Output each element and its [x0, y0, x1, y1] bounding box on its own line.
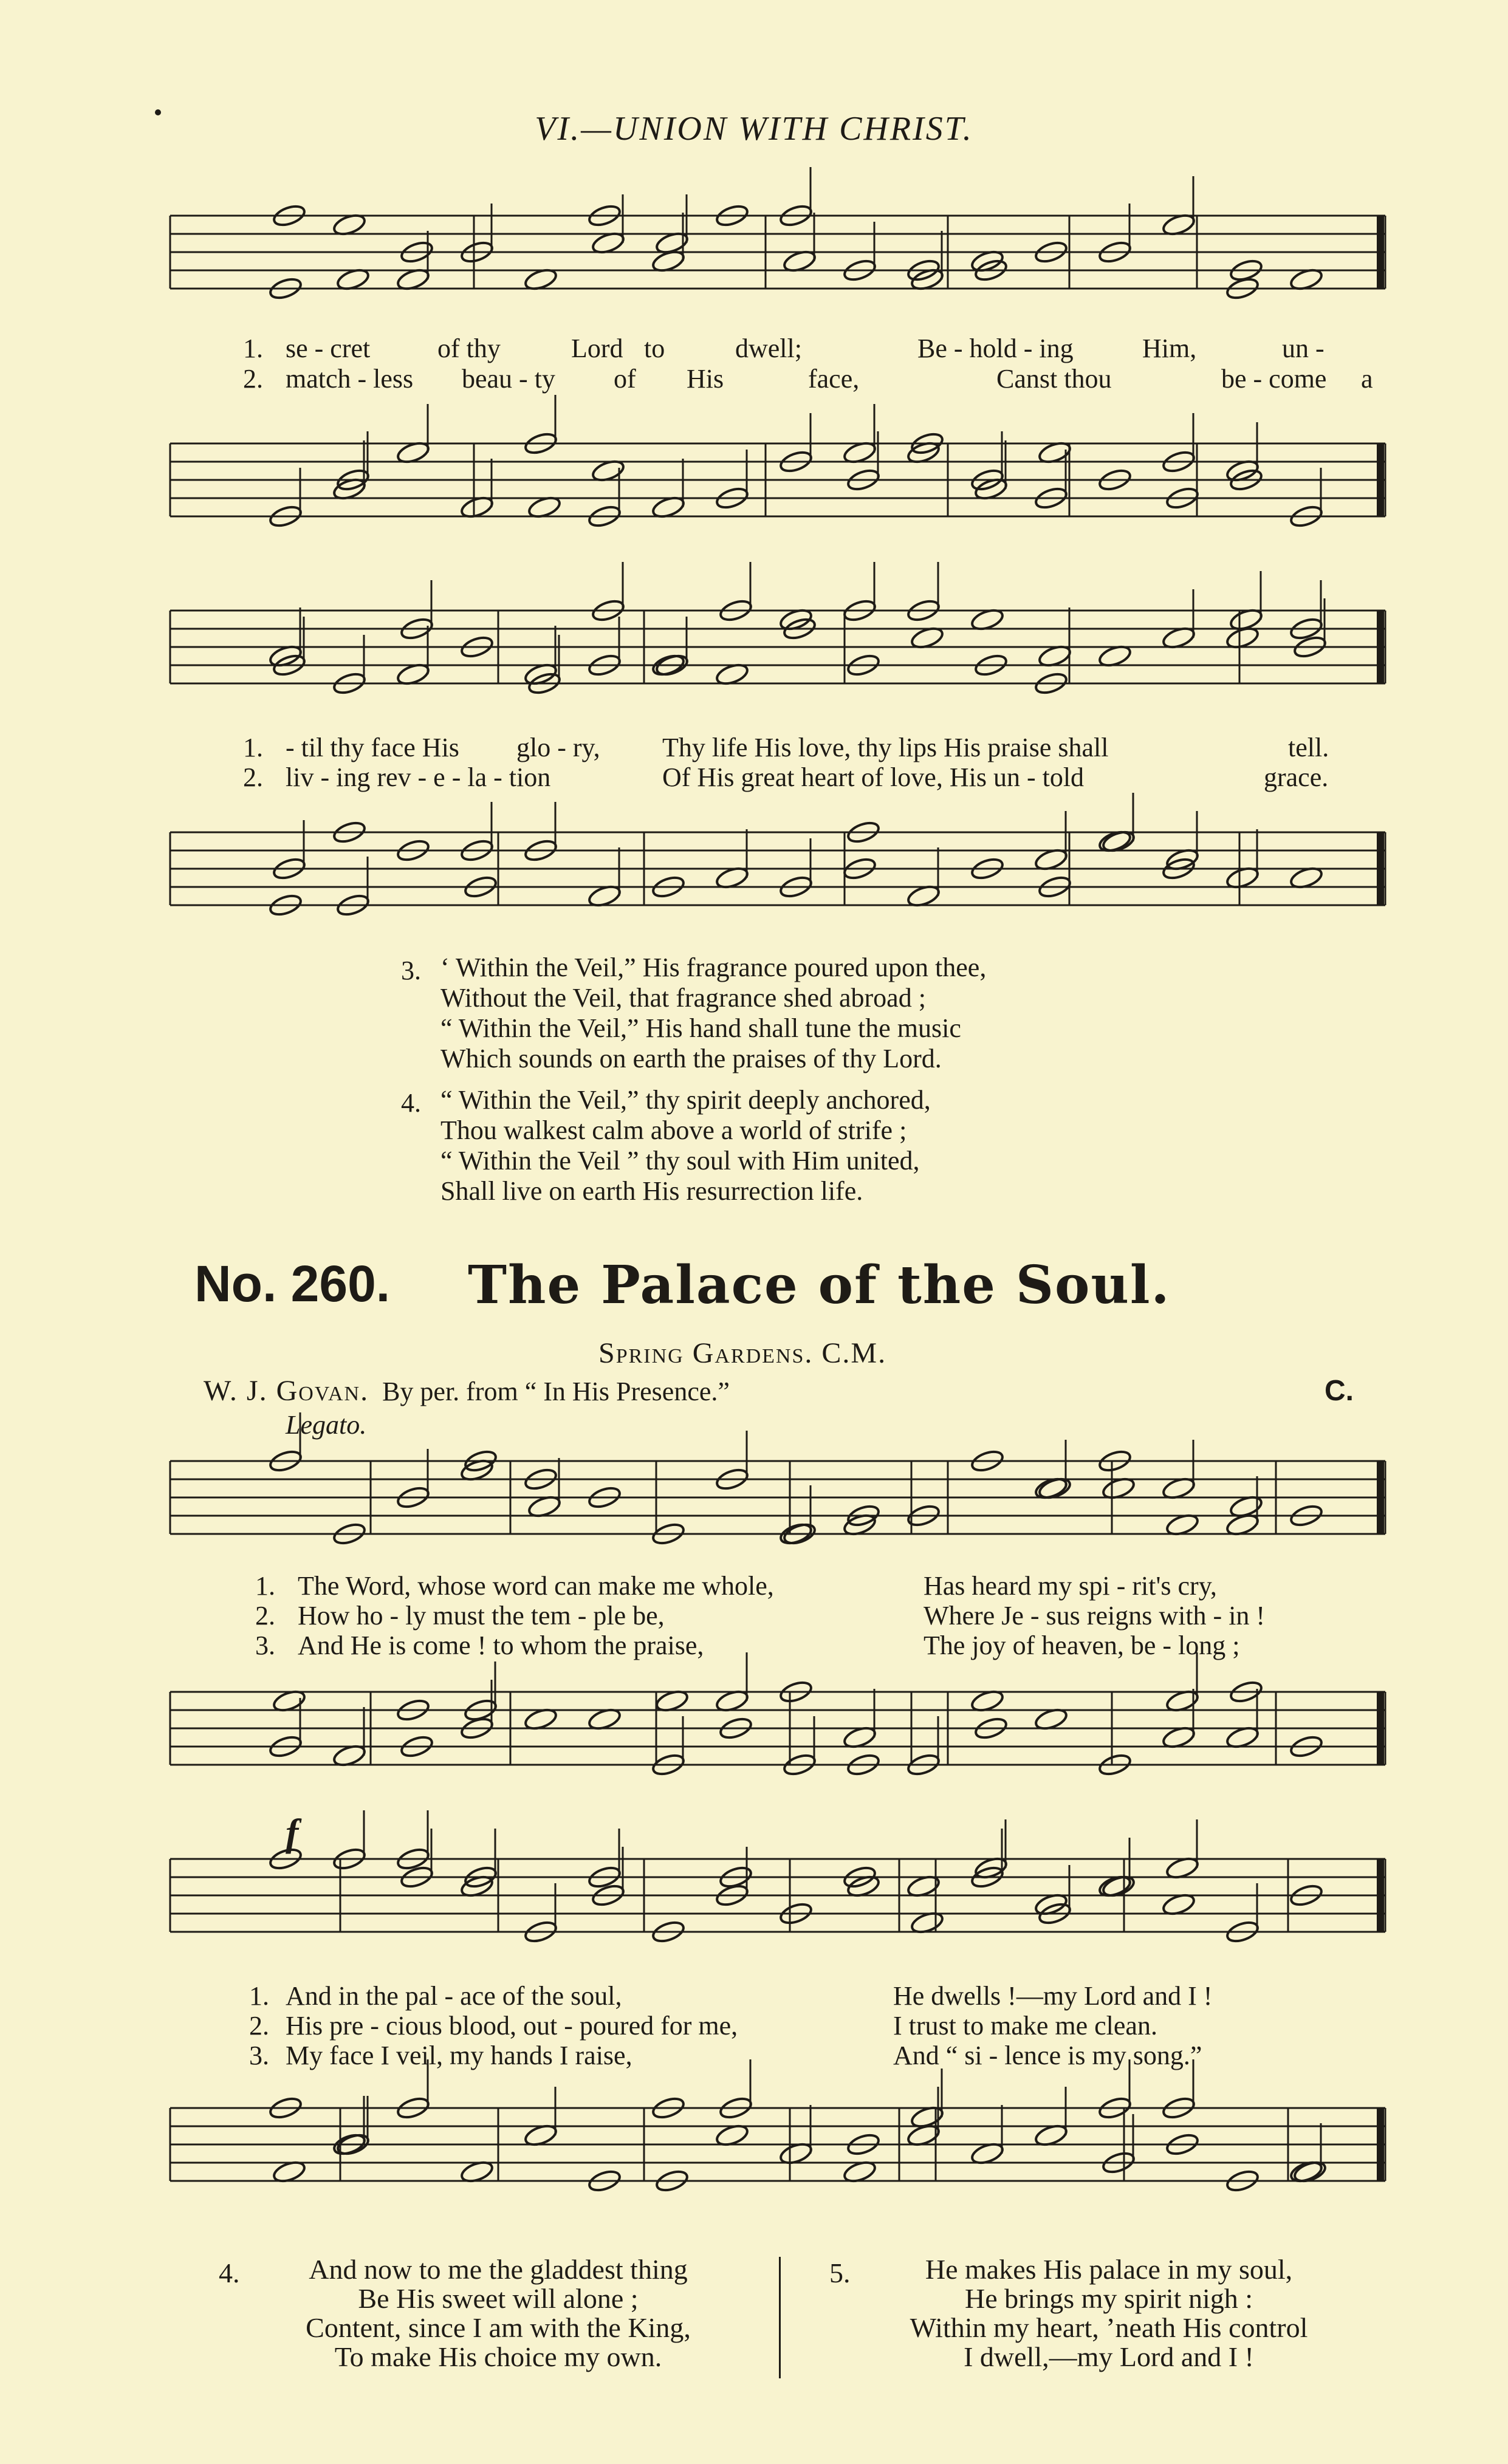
system3-verse1: 1. The Word, whose word can make me whole, Has heard my spi - rit's cry, — [255, 1571, 1217, 1601]
verse-number: 4. — [219, 2257, 240, 2288]
staff-system3-bass — [0, 1677, 1508, 1780]
dynamic-marking: f — [286, 1811, 299, 1854]
staff-system3-treble — [0, 1446, 1508, 1549]
system5-verse1: 1. And in the pal - ace of the soul, He dwells !—my Lord and I ! — [249, 1981, 1213, 2011]
permission-note: By per. from “ In His Presence.” — [382, 1377, 730, 1406]
column-divider — [779, 2257, 781, 2378]
hymn-number: No. 260. — [194, 1255, 391, 1312]
hymn-title: The Palace of the Soul. — [468, 1254, 1171, 1316]
verse-number: 3. — [401, 956, 421, 985]
system5-verse2: 2. His pre - cious blood, out - poured for me, I trust to make me clean. — [249, 2011, 1157, 2041]
author: W. J. Govan. By per. from “ In His Presence.” — [204, 1375, 730, 1407]
verse-number: 5. — [829, 2257, 851, 2288]
text-verse-4: “ Within the Veil,” thy spirit deeply anchored, Thou walkest calm above a world of strife ; “ Within the Veil ” thy soul with Him united, Shall live on earth His resurrection life. — [440, 1085, 931, 1206]
composer-initial: C. — [1325, 1375, 1354, 1407]
tune-name: Spring Gardens. C.M. — [598, 1337, 887, 1369]
system5-verse3: 3. My face I veil, my hands I raise, And “ si - lence is my song.” — [249, 2041, 1202, 2070]
tempo-marking: Legato. — [286, 1410, 367, 1440]
system2-verse1: 1. - til thy face His glo - ry, Thy life His love, thy lips His praise shall tell. — [243, 733, 1329, 762]
bottom-verse-4: And now to me the gladdest thing Be His sweet will alone ; Content, since I am with the King, To make His choice my own. — [306, 2254, 691, 2372]
text-verse-3: ‘ Within the Veil,” His fragrance poured upon thee, Without the Veil, that fragrance shed abroad ; “ Within the Veil,” His hand shall tune the music Which sounds on earth the praises of thy Lord. — [440, 953, 987, 1073]
staff-system1-treble — [0, 200, 1508, 304]
page-header: VI.—UNION WITH CHRIST. — [535, 110, 973, 148]
verse-number: 4. — [401, 1088, 421, 1118]
system2-verse2: 2. liv - ing rev - e - la - tion Of His great heart of love, His un - told grace. — [243, 762, 1329, 792]
staff-system5-bass — [0, 2084, 1508, 2205]
staff-system2-treble — [0, 595, 1508, 699]
staff-system1-bass — [0, 419, 1508, 541]
system3-verse2: 2. How ho - ly must the tem - ple be, Where Je - sus reigns with - in ! — [255, 1601, 1266, 1631]
staff-system2-bass — [0, 814, 1508, 923]
system3-verse3: 3. And He is come ! to whom the praise, The joy of heaven, be - long ; — [255, 1631, 1240, 1660]
system1-verse1: 1. se - cret of thy Lord to dwell; Be - hold - ing Him, un - — [243, 334, 1325, 363]
system1-verse2: 2. match - less beau - ty of His face, Canst thou be - come a — [243, 364, 1373, 394]
staff-system5-treble — [0, 1835, 1508, 1956]
bottom-verse-5: He makes His palace in my soul, He brings my spirit nigh : Within my heart, ’neath His control I dwell,—my Lord and I ! — [910, 2254, 1308, 2372]
